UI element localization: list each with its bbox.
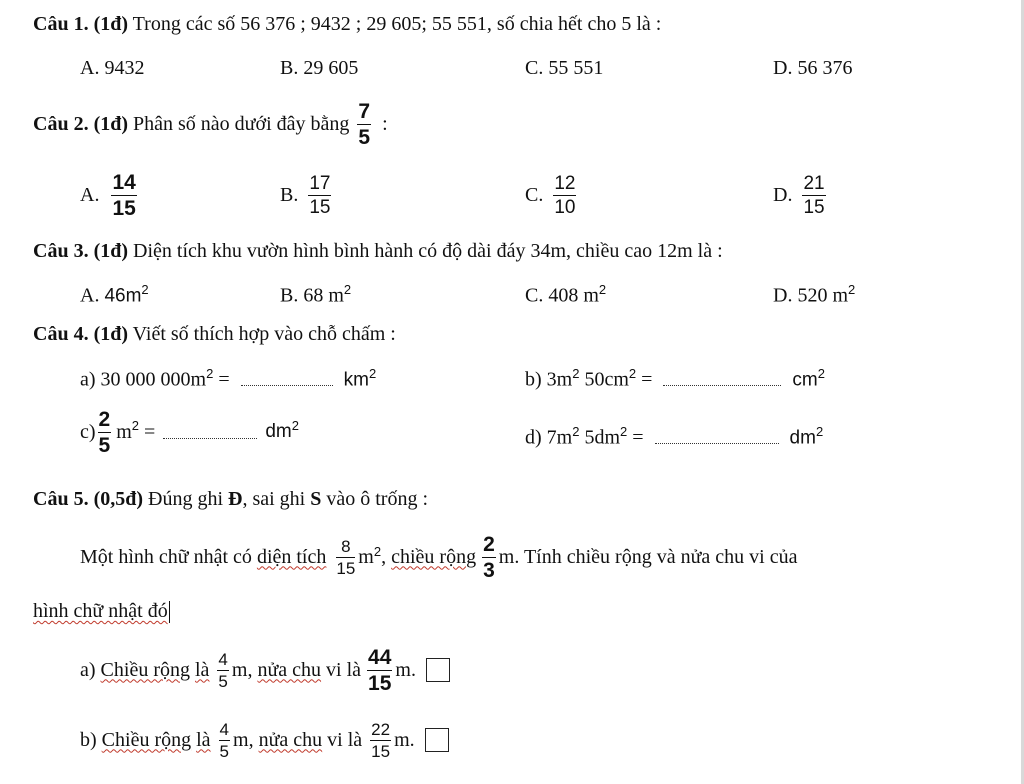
text-cursor [169, 601, 170, 623]
q5-width-fraction: $\frac{2}{3}$ [483, 532, 495, 582]
q3-option-a: A. $46m^2$ [80, 282, 149, 307]
q4-item-b: b) $3m^2$ $50cm^2 = cm^2$ [525, 366, 825, 391]
q5-area-fraction: $\frac{8}{15}$ [336, 536, 356, 578]
answer-box-b[interactable] [425, 728, 449, 752]
question-5: Câu 5. (0,5đ) Đúng ghi Đ, sai ghi S vào ô trống : [33, 488, 429, 510]
question-2: Câu 2. (1đ) Phân số nào dưới đây bằng $\frac{7}{5}$ : [33, 99, 388, 149]
q1-option-a: A. 9432 [80, 57, 145, 79]
q1-option-c: C. 55 551 [525, 57, 604, 79]
q4-item-d: d) $7m^2$ $5dm^2 = dm^2$ [525, 424, 824, 449]
question-2-label: Câu 2. (1đ) [33, 112, 129, 135]
question-3-label: Câu 3. (1đ) [33, 240, 129, 262]
question-1-label: Câu 1. (1đ) [33, 13, 129, 35]
question-5-label: Câu 5. (0,5đ) [33, 488, 144, 510]
q2-option-d: D. $\frac{21}{15}$ [773, 172, 825, 218]
q5-statement-b: b) Chiều rộng là $\frac{4}{5}$ m, nửa chu vi là $\frac{22}{15}$ m. [80, 712, 449, 768]
question-3-text: Diện tích khu vườn hình bình hành có độ dài đáy 34m, chiều cao 12m là : [133, 240, 723, 262]
q1-option-d: D. 56 376 [773, 57, 853, 79]
question-2-fraction: $\frac{7}{5}$ [358, 99, 371, 149]
q4-item-a: a) 30 000 $000m^2 = km^2$ [80, 366, 377, 391]
q2-option-b: B. $\frac{17}{15}$ [280, 172, 331, 218]
q2-option-c: C. $\frac{12}{10}$ [525, 172, 576, 218]
q3-option-b: B. 68 $m^2$ [280, 282, 352, 307]
question-2-text: Phân số nào dưới đây bằng [133, 112, 350, 135]
q4-b-blank[interactable] [663, 373, 781, 386]
q4-a-blank[interactable] [241, 373, 333, 386]
q1-option-b: B. 29 605 [280, 57, 359, 79]
question-4-text: Viết số thích hợp vào chỗ chấm : [132, 323, 396, 345]
question-4-label: Câu 4. (1đ) [33, 323, 129, 345]
question-1 [33, 13, 661, 36]
question-3 [33, 240, 723, 263]
q4-item-c: c) $\frac{2}{5}$ m $^2$ = dm $^2$ [80, 407, 299, 457]
q4-d-blank[interactable] [655, 431, 779, 444]
q5-problem-line-1: Một hình chữ nhật có diện tích $\frac{8}{15}$ m $^2$ , chiều rộng $\frac{2}{3}$ m. Tính chiều rộng và nửa chu vi của [80, 532, 798, 582]
q4-c-blank[interactable] [163, 426, 257, 439]
q3-option-d: D. 520 $m^2$ [773, 282, 856, 307]
q3-option-c: C. 408 $m^2$ [525, 282, 607, 307]
q5-statement-a: a) Chiều rộng là $\frac{4}{5}$ m, nửa chu vi là $\frac{44}{15}$ m. [80, 642, 450, 698]
q5-problem-line-2: hình chữ nhật đó [33, 600, 168, 622]
answer-box-a[interactable] [426, 658, 450, 682]
question-1-text: Trong các số 56 376 ; 9432 ; 29 605; 55 551, số chia hết cho 5 là : [132, 13, 662, 35]
q2-option-a: A. $\frac{14}{15}$ [80, 170, 136, 220]
question-4 [33, 323, 396, 346]
